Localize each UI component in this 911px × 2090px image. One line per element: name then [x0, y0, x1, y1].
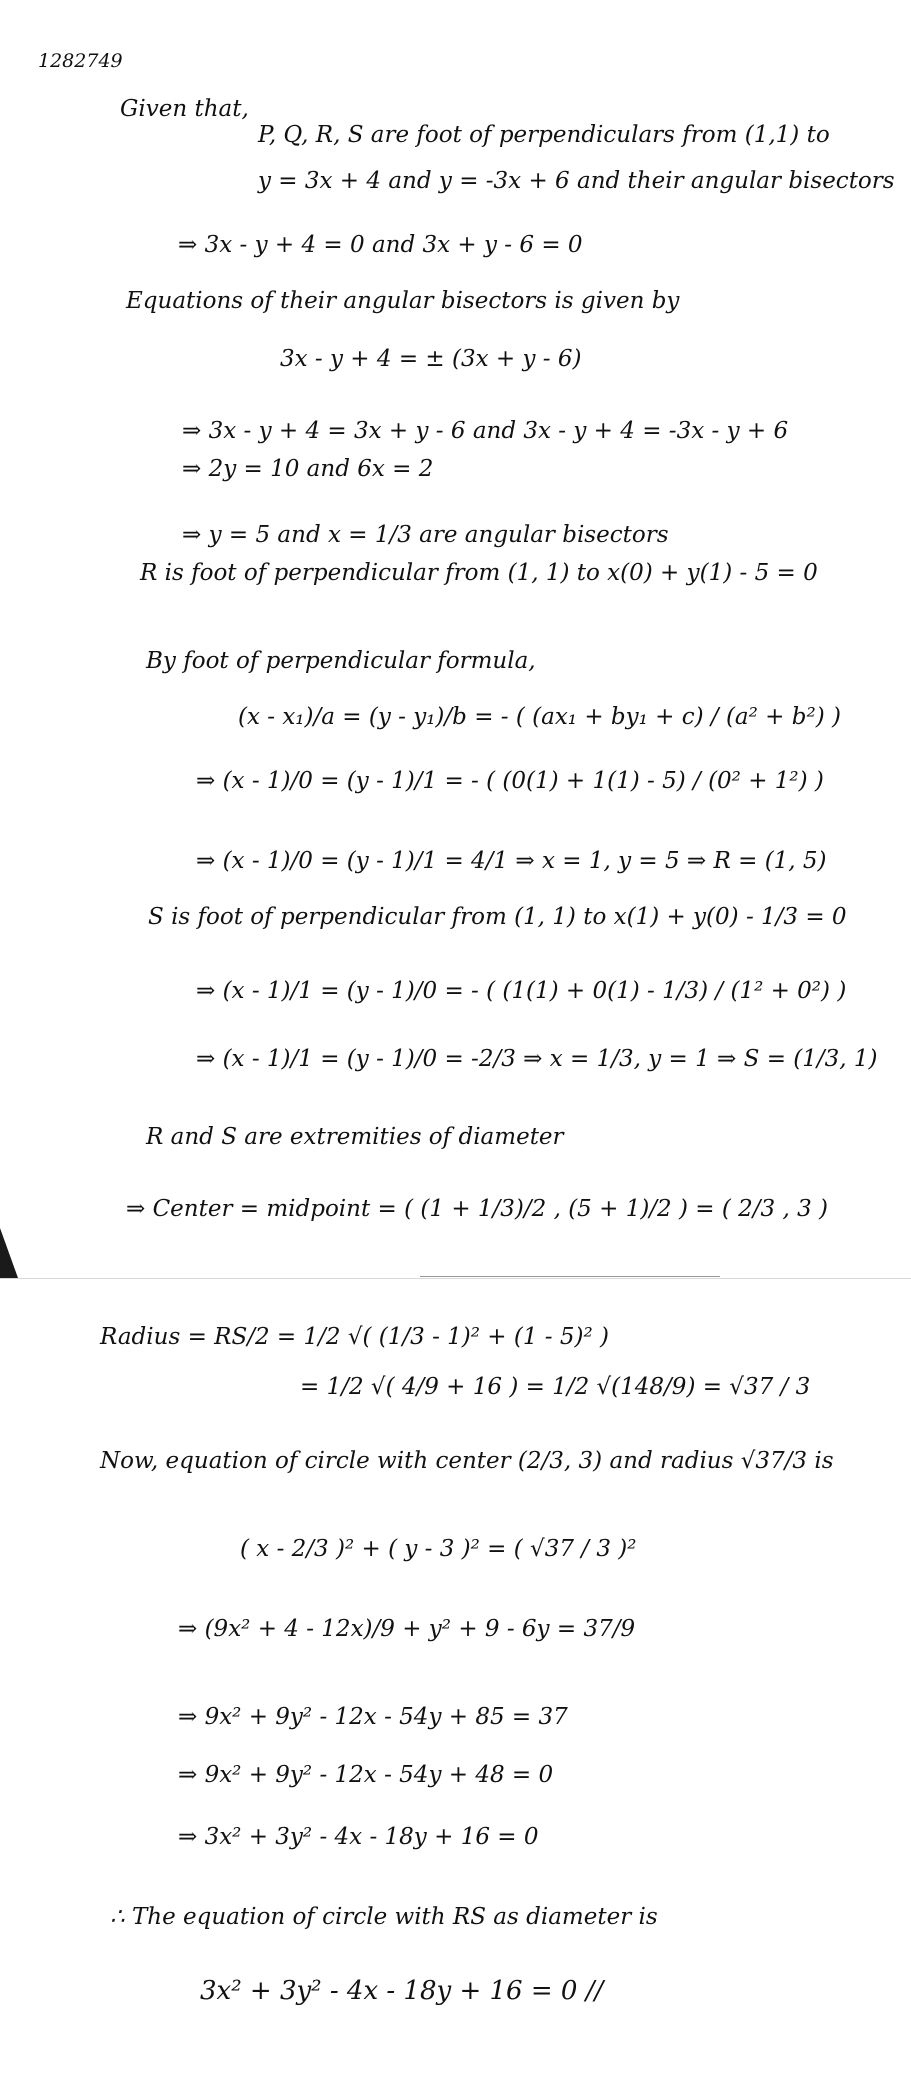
line-radius-simplified: = 1/2 √( 4/9 + 16 ) = 1/2 √(148/9) = √37 / 3	[300, 1374, 811, 1400]
page-fold-shadow	[0, 1228, 18, 1278]
final-answer: 3x² + 3y² - 4x - 18y + 16 = 0 //	[200, 1976, 604, 2006]
line-expanded-equation: ⇒ (9x² + 4 - 12x)/9 + y² + 9 - 6y = 37/9	[178, 1616, 636, 1642]
line-diameter-statement: R and S are extremities of diameter	[146, 1124, 564, 1150]
line-s-definition: S is foot of perpendicular from (1, 1) to x(1) + y(0) - 1/3 = 0	[148, 904, 847, 930]
line-foot-formula-heading: By foot of perpendicular formula,	[146, 648, 536, 674]
line-foot-formula: (x - x₁)/a = (y - y₁)/b = - ( (ax₁ + by₁ + c) / (a² + b²) )	[238, 704, 841, 730]
line-pqrs-definition: P, Q, R, S are foot of perpendiculars from (1,1) to	[258, 122, 830, 148]
line-given-that: Given that,	[120, 96, 249, 122]
line-reduced-equation: ⇒ 3x² + 3y² - 4x - 18y + 16 = 0	[178, 1824, 539, 1850]
sheet-edge-line	[420, 1276, 720, 1277]
line-conclusion: ∴ The equation of circle with RS as diameter is	[110, 1904, 658, 1930]
line-circle-equation: ( x - 2/3 )² + ( y - 3 )² = ( √37 / 3 )²	[240, 1536, 637, 1562]
line-r-definition: R is foot of perpendicular from (1, 1) to x(0) + y(1) - 5 = 0	[140, 560, 818, 586]
line-s-substitution: ⇒ (x - 1)/1 = (y - 1)/0 = - ( (1(1) + 0(1) - 1/3) / (1² + 0²) )	[196, 978, 847, 1004]
line-general-form: ⇒ 3x - y + 4 = 0 and 3x + y - 6 = 0	[178, 232, 583, 258]
line-bisector-simplified: ⇒ 2y = 10 and 6x = 2	[182, 456, 434, 482]
sheet-separator	[0, 1278, 911, 1279]
line-bisector-equation: 3x - y + 4 = ± (3x + y - 6)	[280, 346, 582, 372]
line-multiplied-equation: ⇒ 9x² + 9y² - 12x - 54y + 85 = 37	[178, 1704, 568, 1730]
line-bisector-heading: Equations of their angular bisectors is given by	[126, 288, 680, 314]
line-bisector-cases: ⇒ 3x - y + 4 = 3x + y - 6 and 3x - y + 4 = -3x - y + 6	[182, 418, 789, 444]
line-radius: Radius = RS/2 = 1/2 √( (1/3 - 1)² + (1 - 5)² )	[100, 1324, 609, 1350]
line-circle-heading: Now, equation of circle with center (2/3, 3) and radius √37/3 is	[100, 1448, 834, 1474]
line-r-result: ⇒ (x - 1)/0 = (y - 1)/1 = 4/1 ⇒ x = 1, y = 5 ⇒ R = (1, 5)	[196, 848, 827, 874]
document-id: 1282749	[38, 50, 123, 72]
line-given-lines: y = 3x + 4 and y = -3x + 6 and their angular bisectors	[258, 168, 895, 194]
line-s-result: ⇒ (x - 1)/1 = (y - 1)/0 = -2/3 ⇒ x = 1/3, y = 1 ⇒ S = (1/3, 1)	[196, 1046, 878, 1072]
line-r-substitution: ⇒ (x - 1)/0 = (y - 1)/1 = - ( (0(1) + 1(1) - 5) / (0² + 1²) )	[196, 768, 824, 794]
line-simplified-equation: ⇒ 9x² + 9y² - 12x - 54y + 48 = 0	[178, 1762, 554, 1788]
line-bisector-result: ⇒ y = 5 and x = 1/3 are angular bisectors	[182, 522, 669, 548]
line-center: ⇒ Center = midpoint = ( (1 + 1/3)/2 , (5 + 1)/2 ) = ( 2/3 , 3 )	[126, 1196, 829, 1222]
